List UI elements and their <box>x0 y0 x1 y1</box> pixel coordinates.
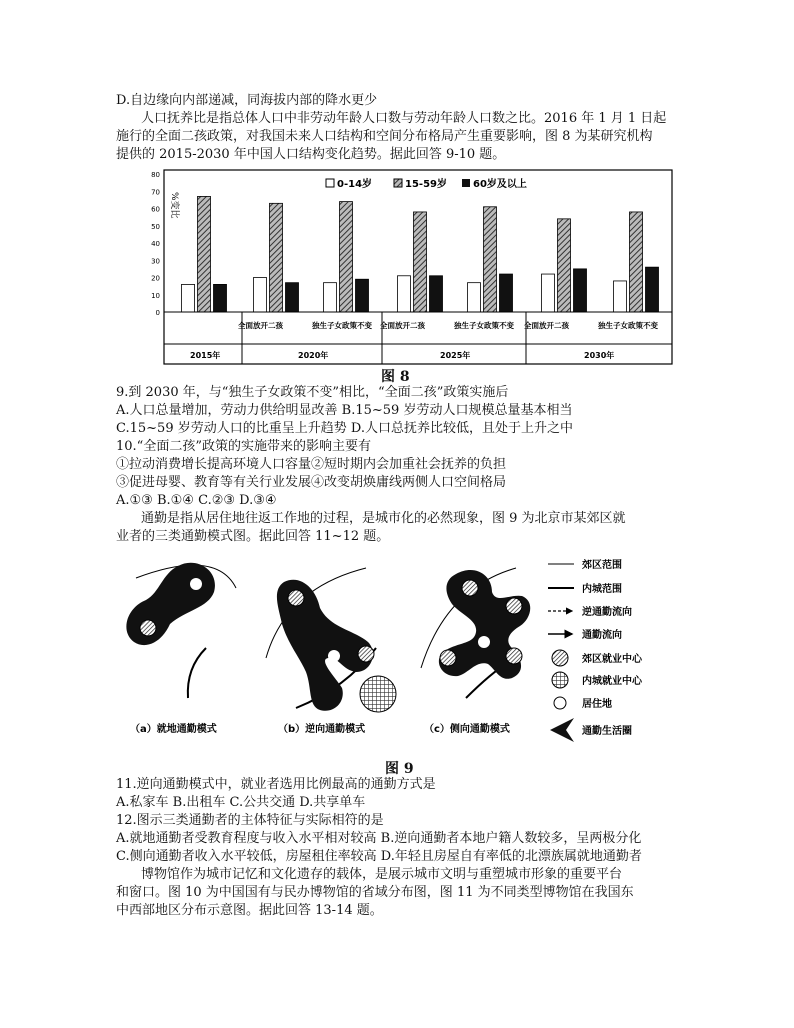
legend-label-60plus: 60岁及以上 <box>473 179 527 190</box>
year-label: 2025年 <box>440 351 471 360</box>
suburb-job-center <box>288 590 304 606</box>
bar-0-14岁 <box>614 281 627 312</box>
text-line: 11.逆向通勤模式中，就业者选用比例最高的通勤方式是 <box>116 777 436 792</box>
bar-0-14岁 <box>398 276 411 312</box>
bar-15-59岁 <box>198 196 211 312</box>
bar-60岁及以上 <box>356 279 369 312</box>
bar-60岁及以上 <box>430 276 443 312</box>
mode-a-diagram <box>126 563 236 698</box>
legend-label-15-59: 15-59岁 <box>405 179 447 190</box>
text-line: ③促进母婴、教育等有关行业发展④改变胡焕庸线两侧人口空间格局 <box>116 475 507 490</box>
text-line: 中西部地区分布示意图。据此回答 13-14 题。 <box>116 903 383 918</box>
text-line: 提供的 2015-2030 年中国人口结构变化趋势。据此回答 9-10 题。 <box>116 147 506 162</box>
figure-9-caption: 图 9 <box>385 761 414 777</box>
year-label: 2015年 <box>190 351 221 360</box>
bar-15-59岁 <box>484 207 497 312</box>
suburb-job-center <box>506 648 522 664</box>
text-line: 人口抚养比是指总体人口中非劳动年龄人口数与劳动年龄人口数之比。2016 年 1 月 1 日起 <box>141 111 667 126</box>
suburb-job-center <box>440 650 456 666</box>
y-tick-label: 40 <box>151 240 160 248</box>
bar-0-14岁 <box>468 283 481 312</box>
figure-9-diagram <box>116 548 676 748</box>
sub-label: 全面放开二孩 <box>380 321 425 330</box>
text-line: 通勤是指从居住地往返工作地的过程，是城市化的必然现象，图 9 为北京市某郊区就 <box>141 511 626 526</box>
y-tick-label: 60 <box>151 205 160 214</box>
legend-label: 内城范围 <box>582 584 622 595</box>
suburb-job-center <box>506 598 522 614</box>
y-tick-label: 70 <box>151 188 160 197</box>
suburb-job-center <box>462 580 478 596</box>
y-tick-label: 0 <box>155 309 160 317</box>
bar-0-14岁 <box>542 274 555 312</box>
text-line: A.私家车 B.出租车 C.公共交通 D.共享单车 <box>116 795 366 810</box>
bar-60岁及以上 <box>574 269 587 312</box>
bar-60岁及以上 <box>214 284 227 312</box>
mode-c-diagram <box>421 568 530 698</box>
bar-15-59岁 <box>558 219 571 312</box>
suburb-job-center <box>140 620 156 636</box>
mode-b-label: （b）逆向通勤模式 <box>278 724 366 735</box>
text-line: C.侧向通勤者收入水平较低，房屋租住率较高 D.年轻且房屋自有率低的北漂族属就地通勤者 <box>116 849 642 864</box>
sub-label: 独生子女政策不变 <box>312 321 372 330</box>
legend-label: 内城就业中心 <box>582 676 642 687</box>
y-tick-label: 30 <box>151 257 160 266</box>
sub-label: 独生子女政策不变 <box>598 321 658 330</box>
sub-label: 全面放开二孩 <box>524 321 569 330</box>
y-axis-label: %变比 <box>169 192 179 219</box>
legend-label: 通勤生活圈 <box>582 726 632 737</box>
residence <box>478 636 490 648</box>
legend-label: 居住地 <box>582 699 612 710</box>
text-line: A.①③ B.①④ C.②③ D.③④ <box>116 493 277 508</box>
year-label: 2020年 <box>298 351 329 360</box>
mode-a-label: （a）就地通勤模式 <box>130 724 217 735</box>
residence <box>328 650 340 662</box>
text-line: 12.图示三类通勤者的主体特征与实际相符的是 <box>116 813 384 828</box>
figure-9-legend <box>548 558 643 742</box>
legend-swatch-0-14 <box>326 179 334 187</box>
legend-label: 郊区就业中心 <box>582 654 642 665</box>
bar-15-59岁 <box>270 203 283 312</box>
bar-60岁及以上 <box>646 267 659 312</box>
text-line: A.人口总量增加，劳动力供给明显改善 B.15~59 岁劳动人口规模总量基本相当 <box>116 403 573 418</box>
sub-label: 独生子女政策不变 <box>454 321 514 330</box>
text-line: ①拉动消费增长提高环境人口容量②短时期内会加重社会抚养的负担 <box>116 457 507 472</box>
legend-label-0-14: 0-14岁 <box>337 179 373 190</box>
text-line: 博物馆作为城市记忆和文化遗存的载体，是展示城市文明与重塑城市形象的重要平台 <box>141 867 623 882</box>
mode-c-label: （c）侧向通勤模式 <box>424 724 510 735</box>
y-tick-label: 80 <box>151 171 160 179</box>
bar-0-14岁 <box>182 284 195 312</box>
bar-0-14岁 <box>254 278 267 313</box>
bar-60岁及以上 <box>500 274 513 312</box>
y-tick-label: 20 <box>151 274 160 283</box>
text-line: 9.到 2030 年，与“独生子女政策不变”相比，“全面二孩”政策实施后 <box>116 385 509 400</box>
text-line: 和窗口。图 10 为中国国有与民办博物馆的省域分布图，图 11 为不同类型博物馆在我国东 <box>116 885 634 900</box>
legend-label: 通勤流向 <box>582 630 622 641</box>
legend-swatch-60plus <box>462 179 470 187</box>
figure-8-caption: 图 8 <box>381 369 410 385</box>
year-label: 2030年 <box>584 351 615 360</box>
bar-0-14岁 <box>324 283 337 312</box>
y-tick-label: 50 <box>151 222 160 231</box>
bar-15-59岁 <box>414 212 427 312</box>
text-line: 施行的全面二孩政策，对我国未来人口结构和空间分布格局产生重要影响，图 8 为某研究机构 <box>116 129 653 144</box>
inner-city-job-center <box>360 676 396 712</box>
y-tick-label: 10 <box>151 291 160 300</box>
text-line: 业者的三类通勤模式图。据此回答 11~12 题。 <box>116 529 390 544</box>
residence <box>190 578 202 590</box>
text-line: 10.“全面二孩”政策的实施带来的影响主要有 <box>116 439 371 454</box>
legend-label: 逆通勤流向 <box>582 607 632 618</box>
text-line: A.就地通勤者受教育程度与收入水平相对较高 B.逆向通勤者本地户籍人数较多，呈两极分化 <box>116 831 642 846</box>
text-line: D.自边缘向内部递减，同海拔内部的降水更少 <box>116 93 378 108</box>
sub-label: 全面放开二孩 <box>238 321 283 330</box>
bar-15-59岁 <box>340 202 353 312</box>
legend-swatch-15-59 <box>394 179 402 187</box>
inner-city-boundary <box>188 648 206 698</box>
commute-life-circle <box>126 563 215 645</box>
bar-60岁及以上 <box>286 283 299 312</box>
figure-8-bar-chart <box>140 166 676 366</box>
suburb-job-center <box>358 646 374 662</box>
text-line: C.15~59 岁劳动人口的比重呈上升趋势 D.人口总抚养比较低，且处于上升之中 <box>116 421 573 436</box>
chart-legend <box>326 177 527 190</box>
bar-15-59岁 <box>630 212 643 312</box>
mode-b-diagram <box>266 568 396 712</box>
legend-label: 郊区范围 <box>582 560 622 571</box>
